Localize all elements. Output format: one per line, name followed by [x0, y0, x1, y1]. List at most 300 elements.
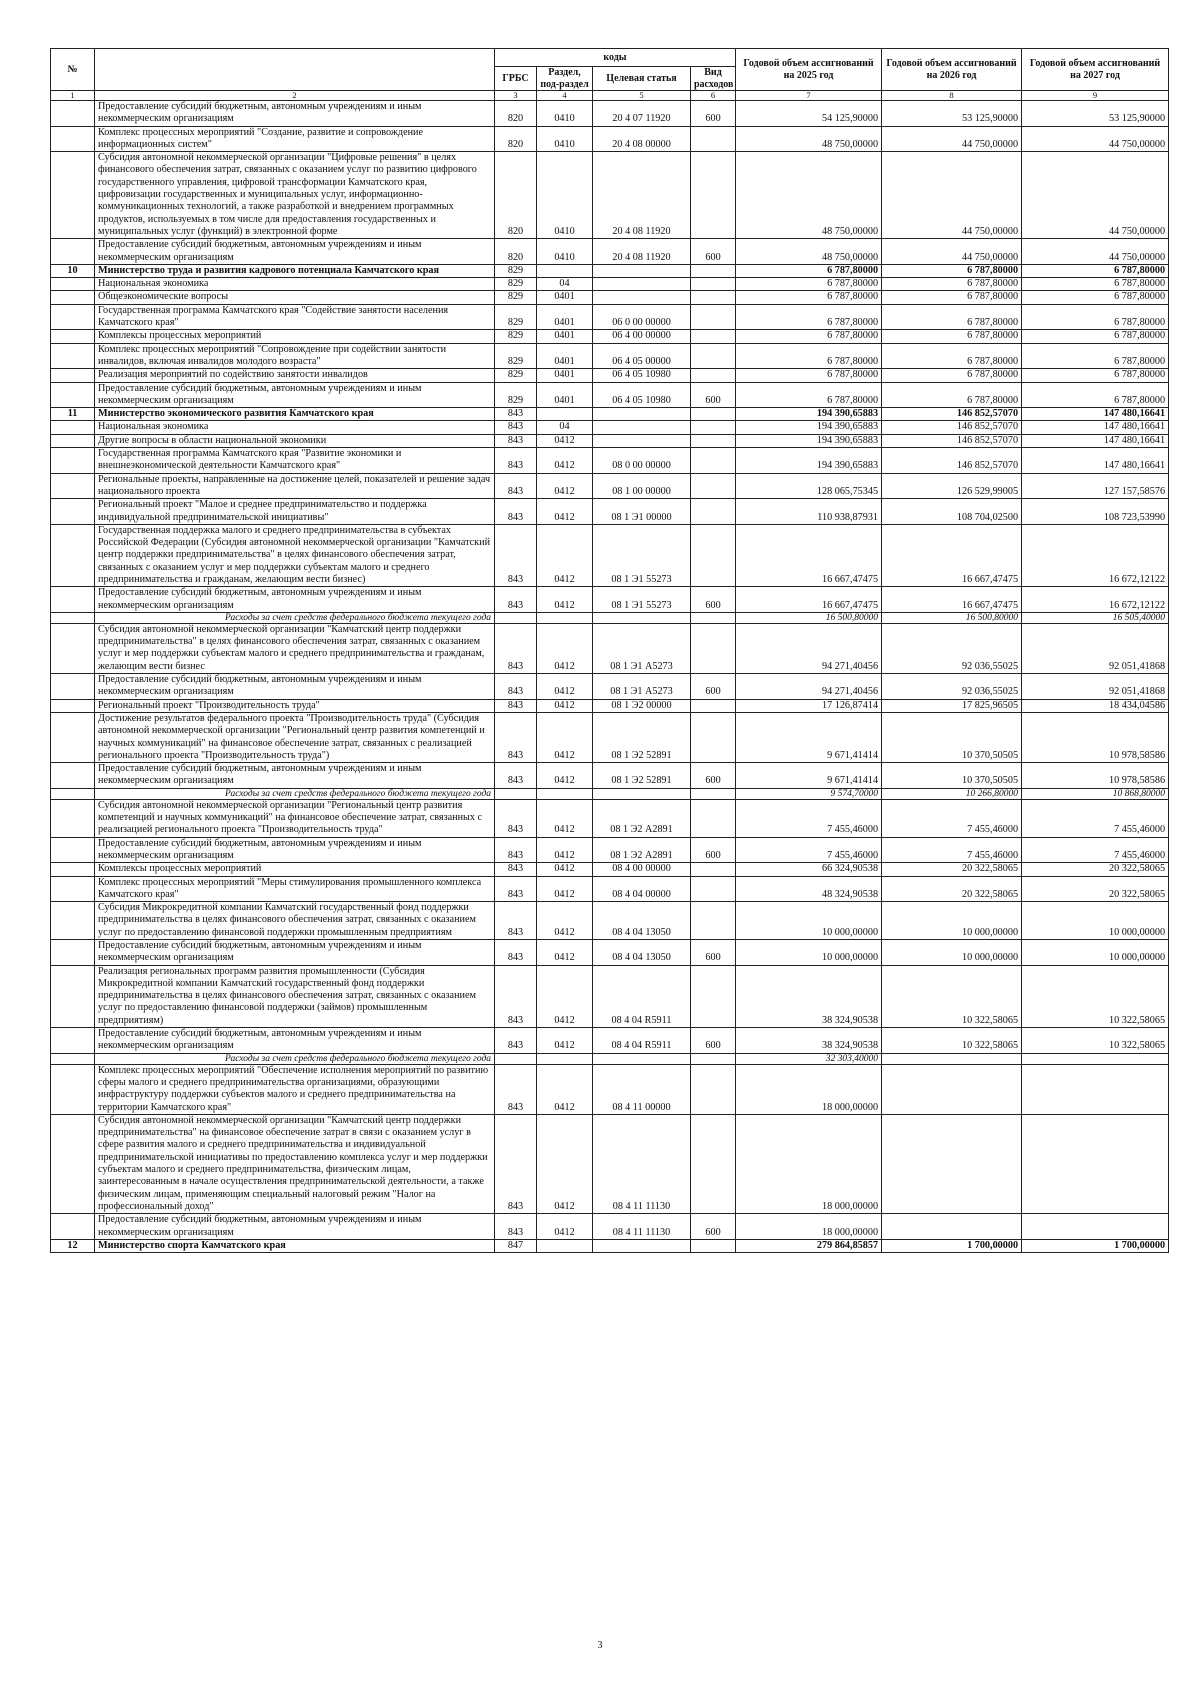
- row-2026-value: 92 036,55025: [882, 623, 1022, 673]
- row-target: [593, 421, 691, 434]
- row-2025-value: 66 324,90538: [736, 863, 882, 876]
- row-2026-value: 146 852,57070: [882, 448, 1022, 474]
- row-grbs: [495, 612, 537, 623]
- row-number: [51, 343, 95, 369]
- row-2025-value: 9 574,70000: [736, 788, 882, 799]
- row-2025-value: 10 000,00000: [736, 940, 882, 966]
- row-2026-value: [882, 1064, 1022, 1114]
- row-name: Предоставление субсидий бюджетным, автономным учреждениям и иным некоммерческим организациям: [95, 837, 495, 863]
- row-target: 06 4 05 10980: [593, 369, 691, 382]
- row-type: 600: [691, 674, 736, 700]
- row-2026-value: 10 370,50505: [882, 712, 1022, 762]
- row-type: [691, 343, 736, 369]
- row-type: [691, 788, 736, 799]
- row-type: [691, 799, 736, 837]
- row-name: Субсидия автономной некоммерческой организации "Цифровые решения" в целях финансового обеспечения затрат, связанных с оказанием услуг по развитию цифрового государственного управления, цифровой трансформации Камчатского края, цифровизации государственных и муниципальных услуг, информационно-коммуникационных технологий, а также разработкой и внедрением программных продуктов, используемых в том числе для предоставления государственных и муниципальных услуг (функций) в электронной форме: [95, 152, 495, 239]
- row-grbs: 843: [495, 434, 537, 447]
- row-number: [51, 799, 95, 837]
- row-2027-value: 92 051,41868: [1022, 623, 1169, 673]
- row-2025-value: 17 126,87414: [736, 699, 882, 712]
- table-row: [51, 623, 1169, 673]
- row-2027-value: 6 787,80000: [1022, 330, 1169, 343]
- row-type: [691, 330, 736, 343]
- row-name: Расходы за счет средств федерального бюджета текущего года: [95, 788, 495, 799]
- row-2025-value: 18 000,00000: [736, 1114, 882, 1213]
- row-name: Другие вопросы в области национальной экономики: [95, 434, 495, 447]
- row-number: [51, 699, 95, 712]
- row-2025-value: 54 125,90000: [736, 101, 882, 127]
- row-2025-value: 194 390,65883: [736, 421, 882, 434]
- row-number: [51, 1028, 95, 1054]
- row-2025-value: 194 390,65883: [736, 434, 882, 447]
- row-name: Предоставление субсидий бюджетным, автономным учреждениям и иным некоммерческим организациям: [95, 587, 495, 613]
- row-number: [51, 304, 95, 330]
- table-row: [51, 239, 1169, 265]
- row-section: [537, 408, 593, 421]
- row-section: [537, 1239, 593, 1252]
- table-row: [51, 434, 1169, 447]
- row-name: Государственная программа Камчатского края "Содействие занятости населения Камчатского края": [95, 304, 495, 330]
- row-grbs: 843: [495, 499, 537, 525]
- row-number: [51, 369, 95, 382]
- row-section: [537, 788, 593, 799]
- row-type: [691, 304, 736, 330]
- row-2025-value: 6 787,80000: [736, 343, 882, 369]
- row-2025-value: 16 667,47475: [736, 524, 882, 586]
- row-number: [51, 623, 95, 673]
- row-number: [51, 965, 95, 1027]
- row-number: [51, 421, 95, 434]
- row-section: 0401: [537, 343, 593, 369]
- row-number: [51, 448, 95, 474]
- row-2027-value: 6 787,80000: [1022, 291, 1169, 304]
- row-section: 0401: [537, 291, 593, 304]
- row-grbs: 843: [495, 1064, 537, 1114]
- row-section: 0412: [537, 712, 593, 762]
- row-grbs: 843: [495, 902, 537, 940]
- row-name: Региональные проекты, направленные на достижение целей, показателей и решение задач национального проекта: [95, 473, 495, 499]
- row-type: [691, 623, 736, 673]
- row-number: [51, 763, 95, 789]
- row-number: [51, 126, 95, 152]
- row-target: 08 1 Э1 А5273: [593, 623, 691, 673]
- row-2026-value: 10 370,50505: [882, 763, 1022, 789]
- row-2026-value: 146 852,57070: [882, 408, 1022, 421]
- row-name: Расходы за счет средств федерального бюджета текущего года: [95, 612, 495, 623]
- row-2026-value: 20 322,58065: [882, 876, 1022, 902]
- row-2025-value: 48 324,90538: [736, 876, 882, 902]
- row-target: 08 1 Э2 А2891: [593, 837, 691, 863]
- row-type: [691, 902, 736, 940]
- row-target: 08 4 11 11130: [593, 1114, 691, 1213]
- row-type: [691, 1053, 736, 1064]
- row-type: [691, 499, 736, 525]
- row-target: [593, 612, 691, 623]
- row-section: 0412: [537, 434, 593, 447]
- row-type: [691, 408, 736, 421]
- row-name: Комплекс процессных мероприятий "Сопровождение при содействии занятости инвалидов, включая инвалидов молодого возраста": [95, 343, 495, 369]
- row-grbs: 829: [495, 304, 537, 330]
- row-target: 08 4 04 R5911: [593, 965, 691, 1027]
- row-name: Реализация мероприятий по содействию занятости инвалидов: [95, 369, 495, 382]
- row-grbs: 843: [495, 473, 537, 499]
- row-2027-value: 53 125,90000: [1022, 101, 1169, 127]
- table-row: [51, 291, 1169, 304]
- row-name: Предоставление субсидий бюджетным, автономным учреждениям и иным некоммерческим организациям: [95, 674, 495, 700]
- row-2027-value: 44 750,00000: [1022, 152, 1169, 239]
- row-2026-value: 6 787,80000: [882, 330, 1022, 343]
- row-name: Комплекс процессных мероприятий "Создание, развитие и сопровождение информационных систем": [95, 126, 495, 152]
- table-row: [51, 264, 1169, 277]
- header-2025: Годовой объем ассигнований на 2025 год: [736, 49, 882, 91]
- row-2025-value: 279 864,85857: [736, 1239, 882, 1252]
- row-2026-value: 146 852,57070: [882, 421, 1022, 434]
- row-2027-value: 10 978,58586: [1022, 763, 1169, 789]
- row-target: 08 1 00 00000: [593, 473, 691, 499]
- row-name: Предоставление субсидий бюджетным, автономным учреждениям и иным некоммерческим организациям: [95, 1214, 495, 1240]
- row-2026-value: 10 322,58065: [882, 965, 1022, 1027]
- row-2027-value: 16 672,12122: [1022, 587, 1169, 613]
- row-target: 20 4 07 11920: [593, 101, 691, 127]
- row-type: 600: [691, 940, 736, 966]
- row-2026-value: 6 787,80000: [882, 304, 1022, 330]
- header-2027: Годовой объем ассигнований на 2027 год: [1022, 49, 1169, 91]
- row-type: [691, 434, 736, 447]
- row-section: [537, 264, 593, 277]
- row-grbs: 843: [495, 763, 537, 789]
- row-2026-value: 20 322,58065: [882, 863, 1022, 876]
- row-target: 08 4 04 00000: [593, 876, 691, 902]
- row-section: [537, 1053, 593, 1064]
- table-row: [51, 473, 1169, 499]
- row-2027-value: 6 787,80000: [1022, 264, 1169, 277]
- row-section: 0401: [537, 382, 593, 408]
- row-type: 600: [691, 1214, 736, 1240]
- header-target: Целевая статья: [593, 67, 691, 91]
- row-target: [593, 291, 691, 304]
- table-row: [51, 965, 1169, 1027]
- row-grbs: 843: [495, 1114, 537, 1213]
- row-target: [593, 1239, 691, 1252]
- table-row: [51, 587, 1169, 613]
- row-type: [691, 291, 736, 304]
- row-number: 10: [51, 264, 95, 277]
- row-section: 0412: [537, 699, 593, 712]
- row-grbs: 829: [495, 382, 537, 408]
- row-2025-value: 48 750,00000: [736, 239, 882, 265]
- row-target: 06 0 00 00000: [593, 304, 691, 330]
- table-row: [51, 1239, 1169, 1252]
- row-2025-value: 7 455,46000: [736, 837, 882, 863]
- row-grbs: 843: [495, 1214, 537, 1240]
- column-number: 2: [95, 91, 495, 101]
- header-type: Вид расходов: [691, 67, 736, 91]
- row-type: [691, 1064, 736, 1114]
- row-target: 06 4 05 00000: [593, 343, 691, 369]
- row-section: 0412: [537, 1214, 593, 1240]
- row-name: Субсидия автономной некоммерческой организации "Камчатский центр поддержки предпринимательства" в целях финансового обеспечения затрат, связанных с оказанием услуг и мер поддержки субъектам малого и среднего предпринимательства и гражданам, желающим вести бизнес: [95, 623, 495, 673]
- row-2027-value: 10 000,00000: [1022, 902, 1169, 940]
- row-number: [51, 674, 95, 700]
- table-row: [51, 674, 1169, 700]
- row-section: 04: [537, 421, 593, 434]
- row-2025-value: 9 671,41414: [736, 763, 882, 789]
- row-2027-value: 6 787,80000: [1022, 278, 1169, 291]
- row-grbs: 843: [495, 421, 537, 434]
- row-2027-value: [1022, 1114, 1169, 1213]
- row-grbs: 843: [495, 408, 537, 421]
- row-2026-value: 6 787,80000: [882, 291, 1022, 304]
- row-2025-value: 6 787,80000: [736, 369, 882, 382]
- row-type: [691, 965, 736, 1027]
- row-2027-value: 147 480,16641: [1022, 421, 1169, 434]
- row-number: [51, 837, 95, 863]
- row-2026-value: 10 000,00000: [882, 940, 1022, 966]
- row-2025-value: 6 787,80000: [736, 278, 882, 291]
- row-section: 0410: [537, 126, 593, 152]
- row-number: [51, 473, 95, 499]
- column-number: 3: [495, 91, 537, 101]
- row-2026-value: 6 787,80000: [882, 343, 1022, 369]
- row-grbs: 843: [495, 623, 537, 673]
- row-number: [51, 940, 95, 966]
- row-type: [691, 278, 736, 291]
- row-number: [51, 152, 95, 239]
- row-2027-value: 10 000,00000: [1022, 940, 1169, 966]
- row-section: 0412: [537, 473, 593, 499]
- row-2026-value: 16 500,80000: [882, 612, 1022, 623]
- row-grbs: 843: [495, 876, 537, 902]
- row-name: Субсидия Микрокредитной компании Камчатский государственный фонд поддержки предпринимательства в целях финансового обеспечения затрат, связанных с оказанием услуг по предоставлению финансовой поддержки промышленным предприятиям: [95, 902, 495, 940]
- row-type: [691, 473, 736, 499]
- row-section: 0412: [537, 623, 593, 673]
- row-number: [51, 863, 95, 876]
- row-grbs: 829: [495, 369, 537, 382]
- row-type: [691, 369, 736, 382]
- row-target: 08 1 Э1 55273: [593, 587, 691, 613]
- row-2025-value: 6 787,80000: [736, 382, 882, 408]
- row-name: Региональный проект "Малое и среднее предпринимательство и поддержка индивидуальной предпринимательской инициативы": [95, 499, 495, 525]
- row-number: [51, 587, 95, 613]
- row-number: [51, 524, 95, 586]
- table-row: [51, 278, 1169, 291]
- row-type: [691, 421, 736, 434]
- header-name: [95, 49, 495, 91]
- row-section: 0412: [537, 763, 593, 789]
- row-name: Комплекс процессных мероприятий "Меры стимулирования промышленного комплекса Камчатского края": [95, 876, 495, 902]
- row-name: Субсидия автономной некоммерческой организации "Региональный центр развития компетенций и научных коммуникаций" на финансовое обеспечение затрат, связанных с реализацией регионального проекта "Производительность труда": [95, 799, 495, 837]
- row-grbs: 847: [495, 1239, 537, 1252]
- row-grbs: [495, 1053, 537, 1064]
- row-2025-value: 38 324,90538: [736, 1028, 882, 1054]
- table-row: [51, 152, 1169, 239]
- federal-budget-row: [51, 612, 1169, 623]
- table-row: [51, 101, 1169, 127]
- row-2026-value: 17 825,96505: [882, 699, 1022, 712]
- row-section: 0412: [537, 1028, 593, 1054]
- row-type: [691, 612, 736, 623]
- row-number: [51, 434, 95, 447]
- row-target: 08 0 00 00000: [593, 448, 691, 474]
- row-2025-value: 194 390,65883: [736, 448, 882, 474]
- row-name: Комплексы процессных мероприятий: [95, 330, 495, 343]
- row-name: Министерство спорта Камчатского края: [95, 1239, 495, 1252]
- table-row: [51, 1064, 1169, 1114]
- row-2026-value: 6 787,80000: [882, 264, 1022, 277]
- row-section: 0412: [537, 902, 593, 940]
- row-2025-value: 6 787,80000: [736, 304, 882, 330]
- table-row: [51, 524, 1169, 586]
- row-target: 06 4 05 10980: [593, 382, 691, 408]
- row-number: [51, 876, 95, 902]
- table-row: [51, 902, 1169, 940]
- row-2026-value: 146 852,57070: [882, 434, 1022, 447]
- row-2026-value: 6 787,80000: [882, 278, 1022, 291]
- row-name: Предоставление субсидий бюджетным, автономным учреждениям и иным некоммерческим организациям: [95, 1028, 495, 1054]
- row-number: [51, 612, 95, 623]
- row-name: Реализация региональных программ развития промышленности (Субсидия Микрокредитной компании Камчатский государственный фонд поддержки предпринимательства в целях финансового обеспечения затрат, связанных с оказанием услуг по предоставлению финансовой поддержки (займов) промышленным предприятиям): [95, 965, 495, 1027]
- row-grbs: 843: [495, 1028, 537, 1054]
- row-2026-value: [882, 1214, 1022, 1240]
- row-grbs: 829: [495, 264, 537, 277]
- row-target: 08 1 Э1 55273: [593, 524, 691, 586]
- table-row: [51, 126, 1169, 152]
- row-target: 08 1 Э2 52891: [593, 763, 691, 789]
- row-type: 600: [691, 1028, 736, 1054]
- federal-budget-row: [51, 788, 1169, 799]
- row-2026-value: 10 000,00000: [882, 902, 1022, 940]
- row-name: Предоставление субсидий бюджетным, автономным учреждениям и иным некоммерческим организациям: [95, 940, 495, 966]
- row-type: [691, 876, 736, 902]
- row-section: 0412: [537, 1064, 593, 1114]
- row-2026-value: 108 704,02500: [882, 499, 1022, 525]
- row-2027-value: 10 322,58065: [1022, 1028, 1169, 1054]
- header-2026: Годовой объем ассигнований на 2026 год: [882, 49, 1022, 91]
- row-2025-value: 94 271,40456: [736, 623, 882, 673]
- row-2025-value: 18 000,00000: [736, 1064, 882, 1114]
- row-2027-value: 127 157,58576: [1022, 473, 1169, 499]
- row-2027-value: 10 322,58065: [1022, 965, 1169, 1027]
- row-number: [51, 499, 95, 525]
- row-2025-value: 194 390,65883: [736, 408, 882, 421]
- row-grbs: 829: [495, 291, 537, 304]
- row-grbs: 843: [495, 965, 537, 1027]
- table-row: [51, 799, 1169, 837]
- row-type: [691, 264, 736, 277]
- table-row: [51, 876, 1169, 902]
- table-row: [51, 421, 1169, 434]
- row-target: 08 1 Э1 00000: [593, 499, 691, 525]
- row-2026-value: [882, 1114, 1022, 1213]
- row-name: Достижение результатов федерального проекта "Производительность труда" (Субсидия автономной некоммерческой организации "Региональный центр развития компетенций и научных коммуникаций" на финансовое обеспечение затрат, связанных с реализацией регионального проекта "Производительность труда"): [95, 712, 495, 762]
- row-2026-value: 6 787,80000: [882, 369, 1022, 382]
- row-2027-value: 10 868,80000: [1022, 788, 1169, 799]
- column-number: 5: [593, 91, 691, 101]
- federal-budget-row: [51, 1053, 1169, 1064]
- row-grbs: 843: [495, 799, 537, 837]
- table-row: [51, 304, 1169, 330]
- row-2026-value: 10 322,58065: [882, 1028, 1022, 1054]
- row-name: Комплексы процессных мероприятий: [95, 863, 495, 876]
- row-2025-value: 128 065,75345: [736, 473, 882, 499]
- row-number: [51, 902, 95, 940]
- row-type: [691, 712, 736, 762]
- row-target: [593, 278, 691, 291]
- row-name: Предоставление субсидий бюджетным, автономным учреждениям и иным некоммерческим организациям: [95, 382, 495, 408]
- row-section: 0412: [537, 799, 593, 837]
- row-number: [51, 1114, 95, 1213]
- row-grbs: 843: [495, 448, 537, 474]
- row-2027-value: 6 787,80000: [1022, 304, 1169, 330]
- row-type: 600: [691, 837, 736, 863]
- column-number: 1: [51, 91, 95, 101]
- row-grbs: 843: [495, 674, 537, 700]
- row-grbs: 829: [495, 278, 537, 291]
- row-section: 0412: [537, 448, 593, 474]
- row-grbs: 843: [495, 699, 537, 712]
- row-section: 0412: [537, 499, 593, 525]
- row-2025-value: 9 671,41414: [736, 712, 882, 762]
- row-2027-value: 10 978,58586: [1022, 712, 1169, 762]
- row-2027-value: 1 700,00000: [1022, 1239, 1169, 1252]
- row-2025-value: 48 750,00000: [736, 152, 882, 239]
- table-row: [51, 408, 1169, 421]
- row-2027-value: [1022, 1064, 1169, 1114]
- row-grbs: 843: [495, 837, 537, 863]
- row-section: [537, 612, 593, 623]
- row-2027-value: 20 322,58065: [1022, 863, 1169, 876]
- row-target: [593, 264, 691, 277]
- row-2025-value: 6 787,80000: [736, 330, 882, 343]
- row-number: [51, 382, 95, 408]
- row-target: 08 4 04 R5911: [593, 1028, 691, 1054]
- row-type: [691, 152, 736, 239]
- row-section: 0412: [537, 674, 593, 700]
- header-grbs: ГРБС: [495, 67, 537, 91]
- row-2026-value: 7 455,46000: [882, 799, 1022, 837]
- table-row: [51, 1214, 1169, 1240]
- row-2026-value: 16 667,47475: [882, 587, 1022, 613]
- row-name: Предоставление субсидий бюджетным, автономным учреждениям и иным некоммерческим организациям: [95, 101, 495, 127]
- row-2027-value: 6 787,80000: [1022, 382, 1169, 408]
- row-number: [51, 330, 95, 343]
- row-2026-value: 44 750,00000: [882, 152, 1022, 239]
- row-grbs: 820: [495, 152, 537, 239]
- row-number: [51, 1053, 95, 1064]
- row-section: 0412: [537, 837, 593, 863]
- column-number: 8: [882, 91, 1022, 101]
- table-row: [51, 837, 1169, 863]
- row-name: Министерство экономического развития Камчатского края: [95, 408, 495, 421]
- row-2026-value: 53 125,90000: [882, 101, 1022, 127]
- row-target: 20 4 08 11920: [593, 239, 691, 265]
- row-2027-value: 6 787,80000: [1022, 369, 1169, 382]
- row-target: 08 4 04 13050: [593, 902, 691, 940]
- row-2027-value: 6 787,80000: [1022, 343, 1169, 369]
- row-type: 600: [691, 382, 736, 408]
- table-row: [51, 448, 1169, 474]
- header-number: №: [51, 49, 95, 91]
- row-2026-value: 10 266,80000: [882, 788, 1022, 799]
- row-target: 08 1 Э2 52891: [593, 712, 691, 762]
- row-type: 600: [691, 763, 736, 789]
- row-2027-value: 7 455,46000: [1022, 837, 1169, 863]
- row-number: [51, 291, 95, 304]
- row-2027-value: 7 455,46000: [1022, 799, 1169, 837]
- row-2025-value: 6 787,80000: [736, 291, 882, 304]
- table-row: [51, 1028, 1169, 1054]
- row-grbs: 829: [495, 343, 537, 369]
